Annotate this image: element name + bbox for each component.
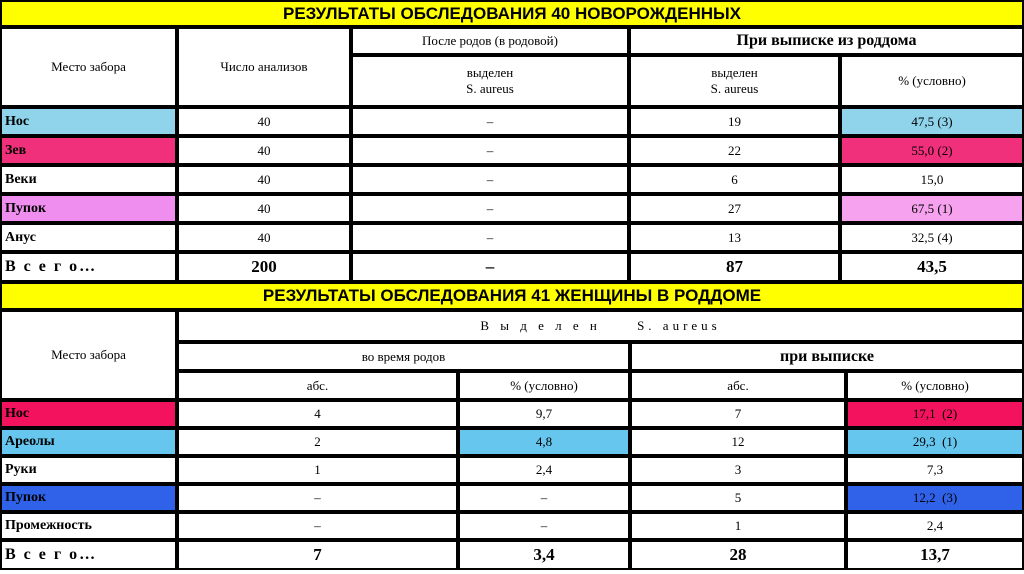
newborns-table: [0, 27, 1024, 282]
cell-percent: 55,0 (2): [840, 136, 1024, 165]
cell-after: –: [351, 136, 629, 165]
cell-abs-discharge: 7: [630, 400, 846, 428]
header-percent: % (условно): [840, 55, 1024, 107]
header-percent: % (условно): [458, 371, 630, 400]
header-isolated: выделен S. aureus: [351, 55, 629, 107]
cell-count: 40: [177, 136, 351, 165]
header-count: Число анализов: [177, 27, 351, 107]
row-label: Руки: [0, 456, 177, 484]
cell-percent: 15,0: [840, 165, 1024, 194]
total-abs-discharge: 28: [630, 540, 846, 570]
cell-pct-birth: –: [458, 512, 630, 540]
row-label: Промежность: [0, 512, 177, 540]
total-row: [0, 540, 1024, 570]
header-place: Место забора: [0, 27, 177, 107]
cell-abs-discharge: 5: [630, 484, 846, 512]
cell-discharge: 27: [629, 194, 840, 223]
total-abs-birth: 7: [177, 540, 458, 570]
cell-abs-discharge: 3: [630, 456, 846, 484]
cell-discharge: 22: [629, 136, 840, 165]
cell-pct-discharge: 17,1 (2): [846, 400, 1024, 428]
row-label: Пупок: [0, 194, 177, 223]
cell-after: –: [351, 194, 629, 223]
total-label: В с е г о…: [0, 252, 177, 282]
cell-pct-discharge: 29,3 (1): [846, 428, 1024, 456]
cell-percent: 32,5 (4): [840, 223, 1024, 252]
cell-abs-birth: 2: [177, 428, 458, 456]
cell-percent: 67,5 (1): [840, 194, 1024, 223]
cell-pct-birth: 4,8: [458, 428, 630, 456]
header-discharge: При выписке из роддома: [629, 27, 1024, 55]
table1-title: РЕЗУЛЬТАТЫ ОБСЛЕДОВАНИЯ 40 НОВОРОЖДЕННЫХ: [0, 0, 1024, 27]
total-after: –: [351, 252, 629, 282]
row-label: Ареолы: [0, 428, 177, 456]
total-pct-birth: 3,4: [458, 540, 630, 570]
row-label: Анус: [0, 223, 177, 252]
header-during-birth: во время родов: [177, 342, 630, 371]
cell-abs-birth: 1: [177, 456, 458, 484]
cell-percent: 47,5 (3): [840, 107, 1024, 136]
cell-abs-birth: –: [177, 484, 458, 512]
header-place: Место забора: [0, 310, 177, 400]
cell-count: 40: [177, 223, 351, 252]
header-percent: % (условно): [846, 371, 1024, 400]
table-row: [0, 456, 1024, 484]
header-abs: абс.: [630, 371, 846, 400]
cell-pct-birth: 9,7: [458, 400, 630, 428]
cell-count: 40: [177, 165, 351, 194]
table-row: [0, 484, 1024, 512]
women-table: [0, 310, 1024, 570]
cell-count: 40: [177, 194, 351, 223]
table-row: [0, 107, 1024, 136]
header-isolated: выделен S. aureus: [629, 55, 840, 107]
cell-abs-discharge: 1: [630, 512, 846, 540]
total-label: В с е г о…: [0, 540, 177, 570]
header-abs: абс.: [177, 371, 458, 400]
row-label: Веки: [0, 165, 177, 194]
cell-discharge: 13: [629, 223, 840, 252]
cell-discharge: 19: [629, 107, 840, 136]
row-label: Зев: [0, 136, 177, 165]
table-row: [0, 428, 1024, 456]
total-count: 200: [177, 252, 351, 282]
cell-abs-discharge: 12: [630, 428, 846, 456]
table-row: [0, 512, 1024, 540]
cell-pct-discharge: 2,4: [846, 512, 1024, 540]
header-after-birth: После родов (в родовой): [351, 27, 629, 55]
cell-abs-birth: 4: [177, 400, 458, 428]
total-percent: 43,5: [840, 252, 1024, 282]
cell-pct-discharge: 12,2 (3): [846, 484, 1024, 512]
table-row: [0, 223, 1024, 252]
header-isolated: В ы д е л е н S. aureus: [177, 310, 1024, 342]
total-discharge: 87: [629, 252, 840, 282]
cell-after: –: [351, 165, 629, 194]
table2-title: РЕЗУЛЬТАТЫ ОБСЛЕДОВАНИЯ 41 ЖЕНЩИНЫ В РОДДОМЕ: [0, 282, 1024, 310]
header-discharge: при выписке: [630, 342, 1024, 371]
cell-after: –: [351, 107, 629, 136]
cell-abs-birth: –: [177, 512, 458, 540]
row-label: Нос: [0, 400, 177, 428]
cell-pct-discharge: 7,3: [846, 456, 1024, 484]
table-row: [0, 165, 1024, 194]
row-label: Нос: [0, 107, 177, 136]
cell-discharge: 6: [629, 165, 840, 194]
cell-count: 40: [177, 107, 351, 136]
total-pct-discharge: 13,7: [846, 540, 1024, 570]
cell-after: –: [351, 223, 629, 252]
cell-pct-birth: 2,4: [458, 456, 630, 484]
table-row: [0, 136, 1024, 165]
table-row: [0, 400, 1024, 428]
table-row: [0, 194, 1024, 223]
cell-pct-birth: –: [458, 484, 630, 512]
row-label: Пупок: [0, 484, 177, 512]
total-row: [0, 252, 1024, 282]
